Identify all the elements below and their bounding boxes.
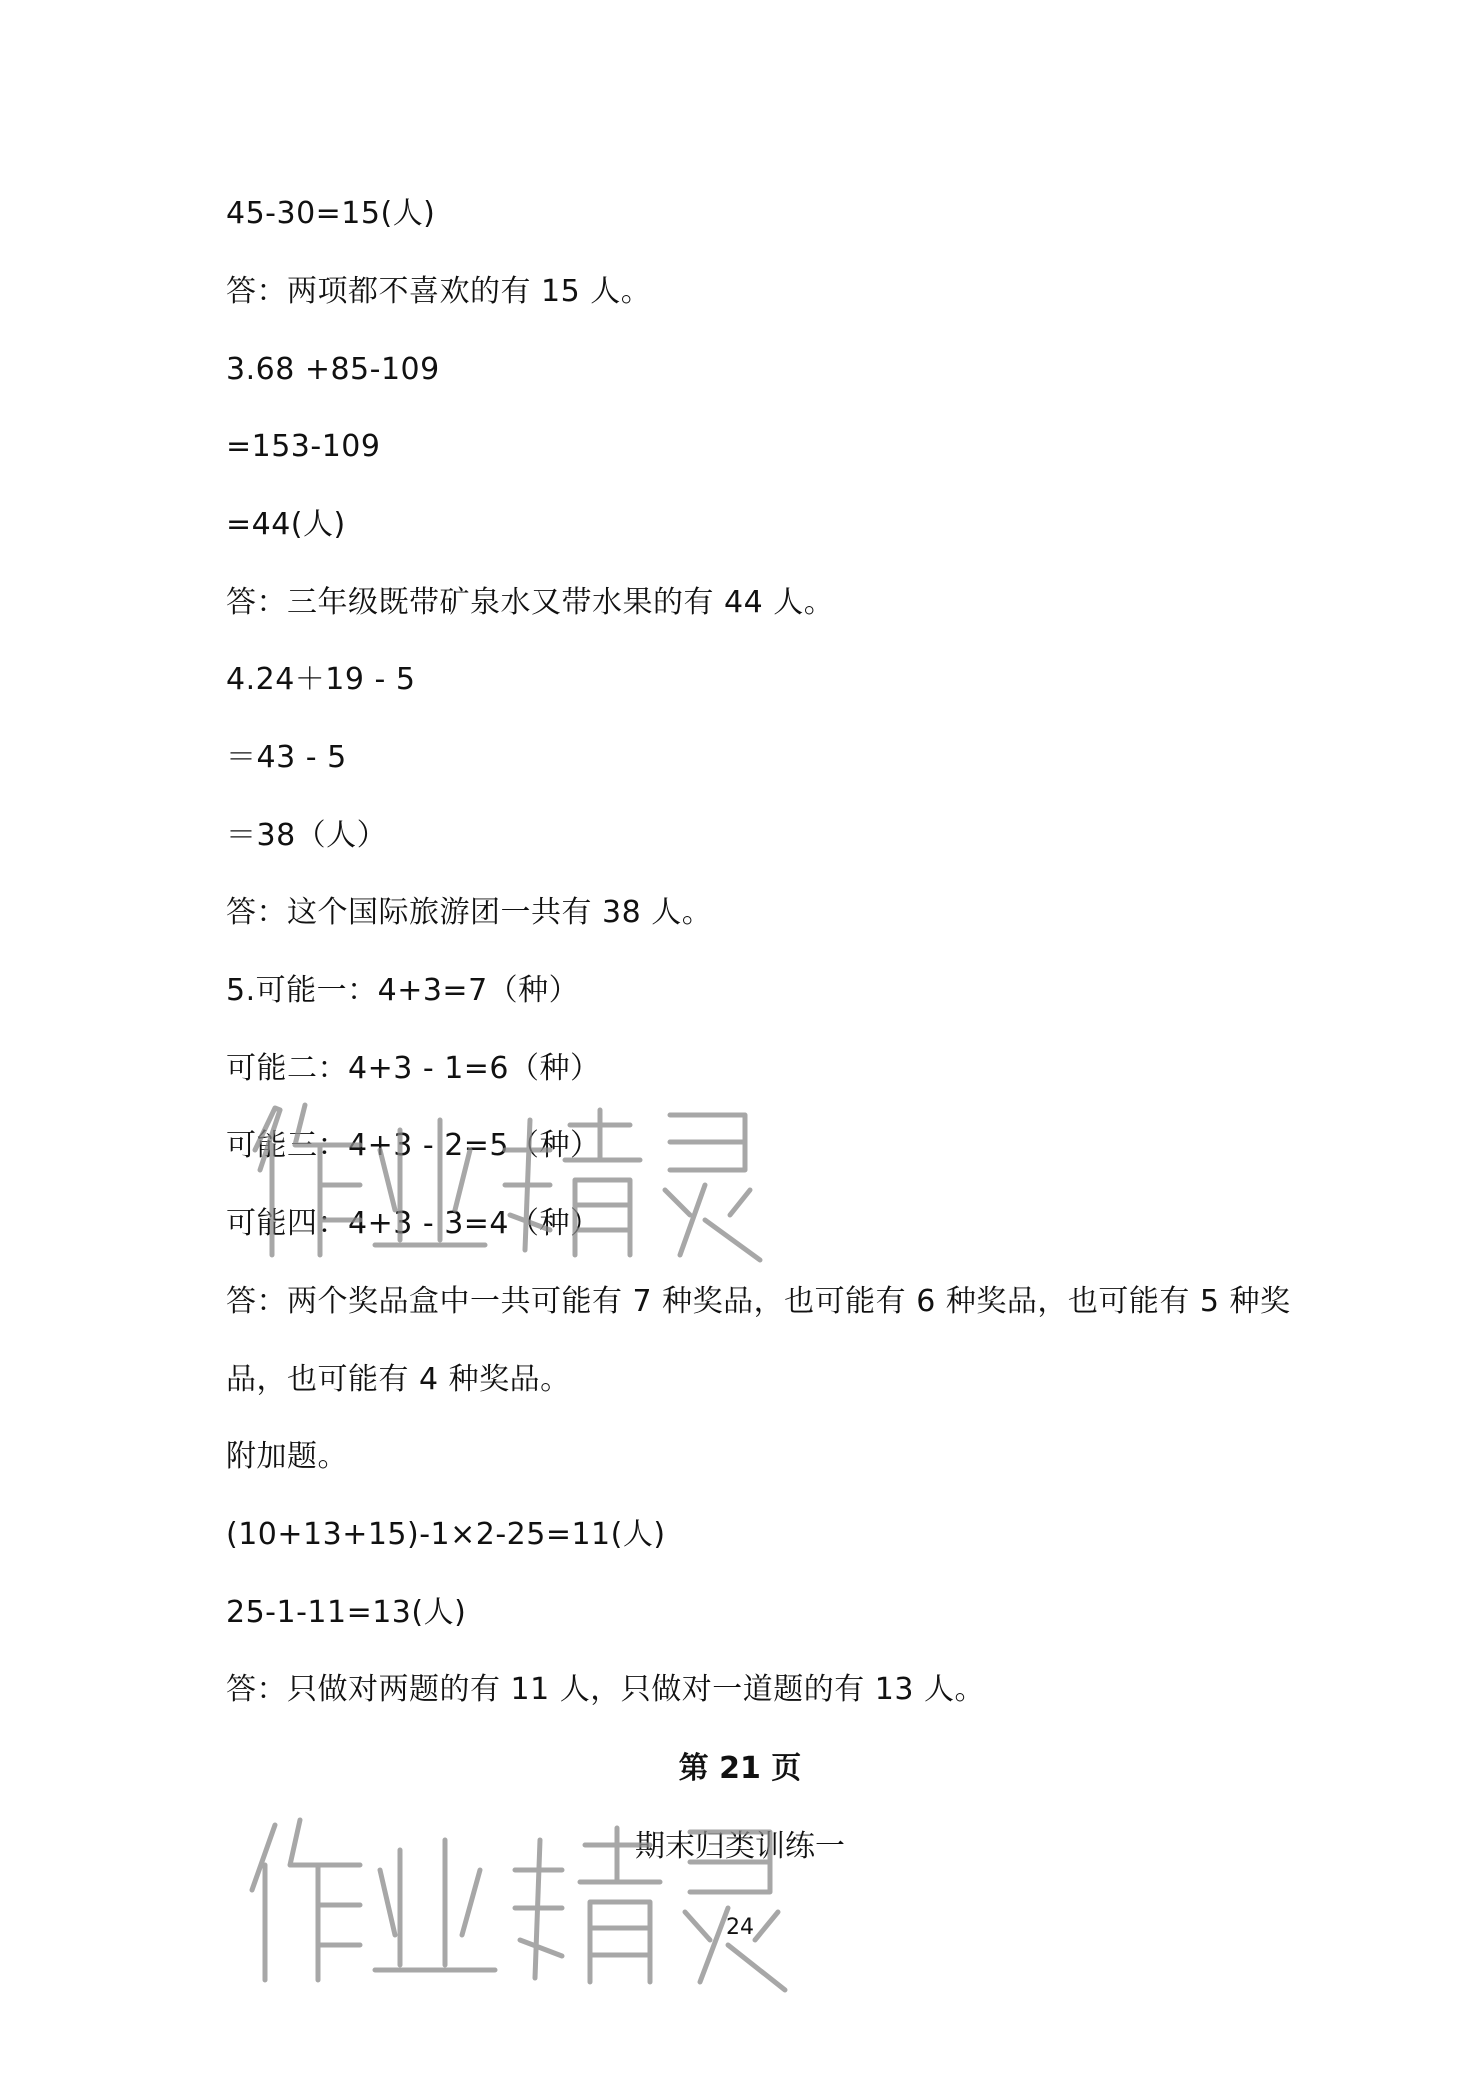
text-line-17: 附加题。 <box>226 1439 348 1474</box>
text-line-18: (10+13+15)-1×2-25=11(人) <box>226 1517 666 1552</box>
text-line-8: ＝43 - 5 <box>226 740 347 775</box>
text-line-20: 答：只做对两题的有 11 人，只做对一道题的有 13 人。 <box>226 1672 985 1707</box>
text-line-9: ＝38（人） <box>226 818 388 853</box>
text-line-13: 可能三：4+3 - 2=5（种） <box>226 1128 601 1163</box>
text-line-6: 答：三年级既带矿泉水又带水果的有 44 人。 <box>226 585 835 620</box>
text-line-7: 4.24＋19 - 5 <box>226 662 416 697</box>
text-line-10: 答：这个国际旅游团一共有 38 人。 <box>226 895 713 930</box>
text-line-19: 25-1-11=13(人) <box>226 1595 467 1630</box>
text-line-3: 3.68 +85-109 <box>226 352 440 387</box>
text-line-4: =153-109 <box>226 429 381 464</box>
page-number: 24 <box>726 1915 754 1940</box>
text-line-5: =44(人) <box>226 507 346 542</box>
text-line-2: 答：两项都不喜欢的有 15 人。 <box>226 274 652 309</box>
text-line-12: 可能二：4+3 - 1=6（种） <box>226 1051 601 1086</box>
section-subheading: 期末归类训练一 <box>635 1829 845 1864</box>
section-heading: 第 21 页 <box>678 1751 802 1786</box>
text-line-16: 品，也可能有 4 种奖品。 <box>226 1362 571 1397</box>
text-line-1: 45-30=15(人) <box>226 196 436 231</box>
text-line-14: 可能四：4+3 - 3=4（种） <box>226 1206 601 1241</box>
text-line-11: 5.可能一：4+3=7（种） <box>226 973 580 1008</box>
text-line-15: 答：两个奖品盒中一共可能有 7 种奖品，也可能有 6 种奖品，也可能有 5 种奖 <box>226 1284 1291 1319</box>
